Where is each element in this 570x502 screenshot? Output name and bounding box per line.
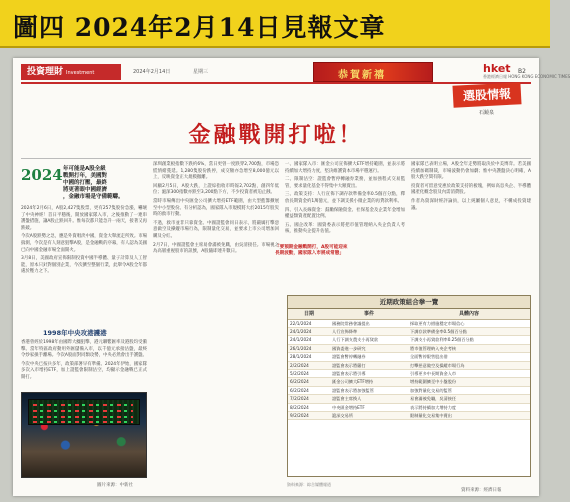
paragraph: 2024年2月6日，A股2,427隻股票，更有257隻股份急漲，嚇壞了中央神經！首日平穩後，開放國家隊入市，之後推動了一連串護盤措施，讓A股止跌回升。惟每次都只能急升一兩天，接著又再跌破。 xyxy=(21,206,147,231)
table-row xyxy=(288,403,530,411)
table-cell: 6/2/2024 xyxy=(288,386,330,394)
table-cell: 匯金公司擴大ETF增持 xyxy=(330,378,408,386)
lead-lines xyxy=(63,166,139,201)
brand-logo: hket xyxy=(483,62,511,75)
paragraph: 國家隊已表明立場，A股全年走勢將取決於中美博弈。若美國持續加碼制裁，市場波動仍會加劇；惟中央護盤決心明確，A股大跌空間有限。 xyxy=(411,162,531,181)
newspaper-clipping xyxy=(13,58,570,496)
paragraph: 作者為資深財經評論員，以上純屬個人意見，不構成投資建議。 xyxy=(411,198,531,211)
lead-line: ，金融市場是守備範疇。 xyxy=(63,194,124,200)
paragraph: 回顧2月5日，A股大跌，上證綜指收市時報2,702點，創四年低位；滬深300指數亦跌至3,200點下方，不少投資者被迫止蝕。 xyxy=(153,183,279,196)
table-cell: 表示將持續加大增持力度 xyxy=(408,403,530,411)
paragraph: 投資者可留意受惠於政策支持的板塊，例如高息央企、半導體國產化概念股及內需消費股。 xyxy=(411,183,531,196)
table-cell: 證監會表示將嚴打 xyxy=(330,361,408,369)
masthead xyxy=(13,62,570,82)
column-3 xyxy=(285,162,405,242)
table-cell: 國務院常務會議提出 xyxy=(330,319,408,327)
lead-line: 中國的打壓，最終 xyxy=(63,180,108,186)
column-header: 事件 xyxy=(330,309,408,319)
table-row xyxy=(288,411,530,419)
table-cell: 全面暫停限售股出借 xyxy=(408,353,530,361)
table-row xyxy=(288,344,530,352)
paragraph: 不過，救市並非只靠資金。中國證監會同日表示，將嚴厲打擊惡意做空及操縱市場行為，限制量化交易，並要求上市公司增加回購及分紅。 xyxy=(153,220,279,239)
table-row xyxy=(288,353,530,361)
table-cell: 下調支小再貸款利率0.25個百分點 xyxy=(408,336,530,344)
table-row xyxy=(288,386,530,394)
table-cell: 證監會表示將加強監管 xyxy=(330,386,408,394)
table-cell: 24/1/2024 xyxy=(288,336,330,344)
brand-subtitle: 香港經濟日報 HONG KONG ECONOMIC TIMES xyxy=(483,74,570,79)
table-cell: 22/1/2024 xyxy=(288,319,330,327)
section-tag xyxy=(21,64,121,80)
headline: 金融戰開打啦！ xyxy=(188,122,364,148)
table-cell: 引導更多中長期資金入市 xyxy=(408,369,530,377)
table-cell: 8/2/2024 xyxy=(288,403,330,411)
paragraph: 四、引入長線資金：鼓勵保險資金、社保基金及企業年金增加權益類資產配置比例。 xyxy=(285,207,405,220)
table-cell: 國資委進一步研究 xyxy=(330,344,408,352)
table-cell: 人行下調支農支小再貸款 xyxy=(330,336,408,344)
table-row xyxy=(288,378,530,386)
column-4 xyxy=(411,162,531,286)
policy-table-grid xyxy=(288,309,530,420)
banner xyxy=(0,0,550,48)
table-cell: 易會滿被免職，吳清接任 xyxy=(408,395,530,403)
table-cell: 證監會暫停轉融券 xyxy=(330,353,408,361)
table-title: 近期政策組合拳一覽 xyxy=(288,296,530,309)
table-header-row xyxy=(288,309,530,319)
quote-line: 「要預期金融戰開打，A股可能迎來 xyxy=(275,245,348,250)
column-1 xyxy=(21,206,147,324)
section-name: 投資理財 xyxy=(27,67,64,77)
table-cell: 6/2/2024 xyxy=(288,378,330,386)
stock-board xyxy=(28,399,140,425)
column-1b xyxy=(21,340,147,390)
table-cell: 限制量化交易集中賣出 xyxy=(408,411,530,419)
column-header: 具體內容 xyxy=(408,309,530,319)
stock-board-photo xyxy=(21,392,147,478)
table-cell: 採取更有力措施穩定市場信心 xyxy=(408,319,530,327)
table-row xyxy=(288,319,530,327)
lead-year: 2024 xyxy=(21,166,63,184)
table-cell: 打擊惡意做空及操縱市場行為 xyxy=(408,361,530,369)
section-sub: Investment xyxy=(66,70,95,76)
table-body xyxy=(288,319,530,420)
paragraph: 三、政策支持：人行宣佈下調存款準備金率0.5個百分點，釋放長期資金約1萬億元，並下調支援小微企業的再貸款利率。 xyxy=(285,192,405,204)
table-cell: 滬深交易所 xyxy=(330,411,408,419)
column-2 xyxy=(153,162,279,480)
paragraph: 今次中央已按兵多年，政策部署早有準備。2024年伊始，國家隊多次入市增持ETF，加上證監會限制沽空，均顯示金融戰已正式開打。 xyxy=(21,361,147,380)
table-cell: 增持範圍擴至中小盤股份 xyxy=(408,378,530,386)
lead-line: 戰開打年，美國對 xyxy=(63,173,108,179)
table-cell: 證監會主席換人 xyxy=(330,395,408,403)
table-cell: 26/1/2024 xyxy=(288,344,330,352)
table-cell: 5/2/2024 xyxy=(288,369,330,377)
paragraph: 2月7日，中國證監會主席易會滿被免職，由吳清接任。市場視之為高層重視股市的訊號，A股隨即連升數日。 xyxy=(153,242,279,255)
table-note: 資料來源：綜合媒體報道 xyxy=(287,482,331,487)
table-cell: 7/2/2024 xyxy=(288,395,330,403)
ad-text: 恭賀新禧 xyxy=(338,70,386,81)
table-cell: 中央匯金增持ETF xyxy=(330,403,408,411)
issue-day: 星期三 xyxy=(193,69,209,75)
sub-heading: 1998年中央攻港護港 xyxy=(43,329,107,337)
table-cell: 加強對量化交易的監管 xyxy=(408,386,530,394)
table-row xyxy=(288,369,530,377)
pull-quote xyxy=(275,245,373,281)
column-stamp: 選股情報 xyxy=(452,82,521,108)
policy-table xyxy=(287,295,531,477)
table-row xyxy=(288,327,530,335)
paragraph: 3月8日，美國政府宣佈限制投資中國半導體、量子計算及人工智能，原本只針對個別企業，今次擴至整個行業，此舉令A股全年都處於壓力之下。 xyxy=(21,256,147,275)
table-cell: 證監會表示將引導 xyxy=(330,369,408,377)
paragraph: 深圳創業板指數下跌約6%，當日更曾一度跌穿2,700點，市場恐慌情緒蔓延。1,280隻股份跌停，成交額亦急增至8,000億元以上，反映資金正大規模撤離。 xyxy=(153,162,279,181)
paragraph: 二、限制沽空：證監會暫停轉融券業務，並加強程式交易監管，要求量化基金不得集中大額賣出。 xyxy=(285,177,405,189)
photo-caption: 圖片來源：中新社 xyxy=(97,483,133,488)
column-header: 日期 xyxy=(288,309,330,319)
byline: 石鏡泉 xyxy=(479,110,495,116)
paragraph: 一、國家隊入市：匯金公司宣佈擴大ETF增持範圍，並表示將持續加大增持力度，堅決維護資本市場平穩運行。 xyxy=(285,162,405,174)
lead-box xyxy=(21,166,139,200)
masthead-rule xyxy=(21,82,531,84)
new-year-ad xyxy=(313,62,433,82)
table-cell: 9/2/2024 xyxy=(288,411,330,419)
table-cell: 人行宣佈降準 xyxy=(330,327,408,335)
quote-line: 長期波動，國家隊入市將成常態」 xyxy=(275,251,344,257)
table-cell: 將市值管理納入央企考核 xyxy=(408,344,530,352)
paragraph: 五、國企改革：國資委表示將把市值管理納入央企負責人考核，推動央企提升估值。 xyxy=(285,222,405,235)
table-row xyxy=(288,361,530,369)
lead-line: 年可能是A股全級 xyxy=(63,166,106,172)
credit: 資料來源：經濟日報 xyxy=(461,488,502,493)
table-cell: 2/2/2024 xyxy=(288,361,330,369)
issue-date: 2024年2月14日 xyxy=(133,69,171,75)
paragraph: 香港曾經於1998年由國際大鱷狙擊，港元聯繫匯率及港股均受衝擊。當年特區政府動用外匯儲備入市，以千億元承接沽盤，最終令炒家損手離場。今次A股面對同類攻勢，中央必然會出手護盤。 xyxy=(21,340,147,359)
table-cell: 28/1/2024 xyxy=(288,353,330,361)
table-cell: 24/1/2024 xyxy=(288,327,330,335)
table-cell: 下調存款準備金率0.5個百分點 xyxy=(408,327,530,335)
banner-title: 圖四 2024年2月14日見報文章 xyxy=(13,13,386,42)
paragraph: 當時市場傳出中央匯金公司擴大增持ETF範圍，由大型藍籌擴展至中小型股份。有分析認為，國家隊入市規模將大於2015年股災時的救市行動。 xyxy=(153,198,279,218)
lead-line: 將更著眼中國經濟 xyxy=(63,187,108,193)
table-row xyxy=(288,336,530,344)
page-number: B2 xyxy=(518,68,526,75)
paragraph: 今次A股跌勢之急，應是外資唱淡中國，資金大舉流走所致。市場揣測，今次是有人刻意狙擊A股，是金融戰的序幕，有人認為美國已向中國金融市場全面開火。 xyxy=(21,234,147,253)
divider xyxy=(21,158,531,159)
table-row xyxy=(288,395,530,403)
